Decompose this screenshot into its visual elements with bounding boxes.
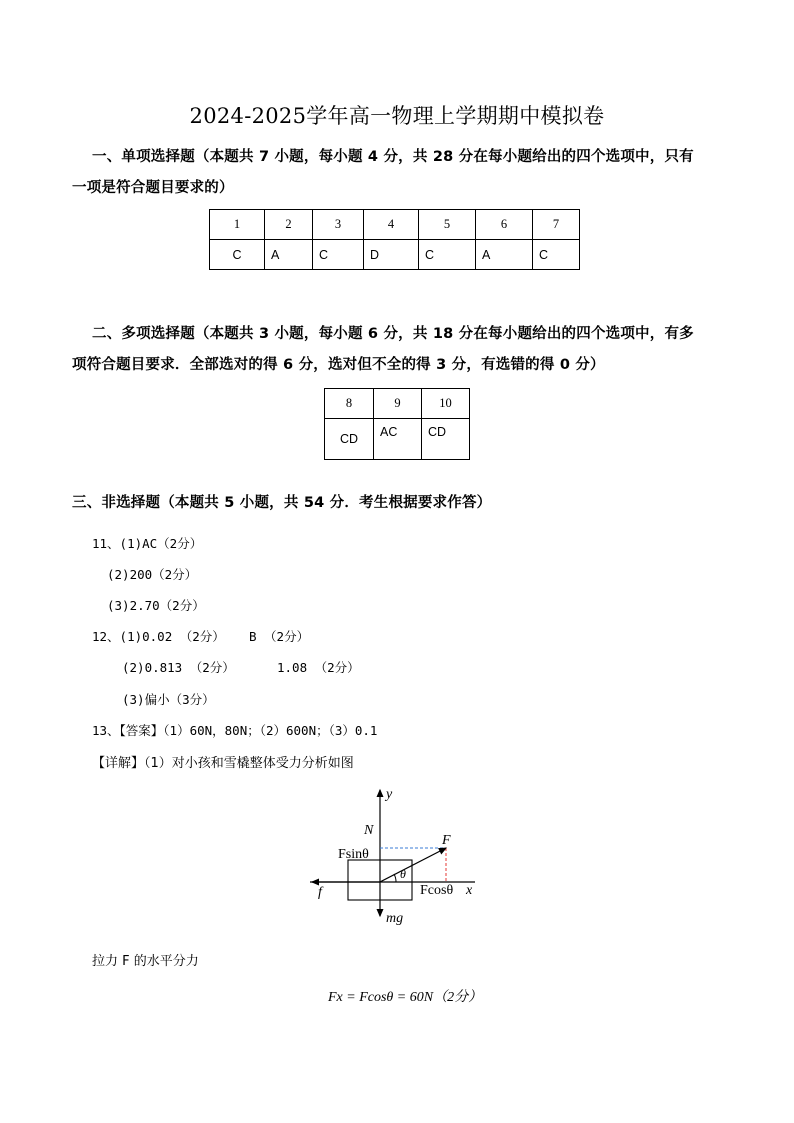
label-F: F (442, 833, 451, 848)
section3-heading: 三、非选择题（本题共 5 小题，共 54 分．考生根据要求作答） (72, 495, 492, 511)
label-Fcos: Fcosθ (420, 883, 454, 898)
q11-part1: 11、(1)AC（2分） (92, 536, 203, 551)
section2-answer-table (324, 388, 470, 460)
force-F-arrow (380, 848, 446, 882)
section1-heading-line2: 一项是符合题目要求的） (72, 180, 234, 196)
q11-part3: (3)2.70（2分） (107, 598, 205, 613)
answer-cell: CD (422, 419, 470, 460)
q12-part3: (3)偏小（3分） (122, 692, 215, 707)
answer-cell: A (476, 240, 533, 270)
q12-part1a: 12、(1)0.02 （2分） (92, 629, 225, 644)
q-number-cell: 3 (313, 210, 364, 240)
q13-answer: 13、【答案】（1）60N，80N；（2）600N；（3）0.1 (92, 723, 378, 738)
answer-cell: D (364, 240, 419, 270)
q-number-cell: 9 (374, 389, 422, 419)
section1-heading-line1: 一、单项选择题（本题共 7 小题，每小题 4 分，共 28 分在每小题给出的四个选项中，只有 (92, 149, 694, 165)
q12-part1b: B （2分） (249, 629, 310, 644)
q-number-cell: 2 (265, 210, 313, 240)
force-diagram (300, 780, 490, 930)
theta-arc (394, 874, 396, 882)
q-number-cell: 7 (533, 210, 580, 240)
q-number-cell: 10 (422, 389, 470, 419)
answer-cell: C (533, 240, 580, 270)
label-x: x (466, 883, 473, 898)
section2-heading-line2: 项符合题目要求．全部选对的得 6 分，选对但不全的得 3 分，有选错的得 0 分） (72, 357, 605, 373)
answer-cell: A (265, 240, 313, 270)
label-f: f (318, 885, 322, 900)
label-Fsin: Fsinθ (338, 847, 369, 862)
q12-part2b: 1.08 （2分） (277, 660, 360, 675)
answer-cell: C (210, 240, 265, 270)
label-N: N (364, 823, 374, 838)
formula-fx: Fx = Fcosθ = 60N（2分） (328, 990, 483, 1005)
q-number-cell: 1 (210, 210, 265, 240)
answer-cell: C (313, 240, 364, 270)
q-number-cell: 5 (419, 210, 476, 240)
answer-cell: AC (374, 419, 422, 460)
q-number-cell: 6 (476, 210, 533, 240)
horizontal-component-text: 拉力 F 的水平分力 (92, 954, 199, 969)
q13-detail: 【详解】（1）对小孩和雪橇整体受力分析如图 (92, 756, 354, 771)
label-y: y (386, 787, 393, 802)
q11-part2: (2)200（2分） (107, 567, 198, 582)
answer-cell: C (419, 240, 476, 270)
answer-cell: CD (325, 419, 374, 460)
label-mg: mg (386, 911, 404, 926)
q-number-cell: 4 (364, 210, 419, 240)
section2-heading-line1: 二、多项选择题（本题共 3 小题，每小题 6 分，共 18 分在每小题给出的四个选项中，有多 (92, 326, 694, 342)
q-number-cell: 8 (325, 389, 374, 419)
label-theta: θ (400, 867, 406, 881)
page-title: 2024-2025学年高一物理上学期期中模拟卷 (189, 104, 605, 128)
section1-answer-table (209, 209, 580, 270)
q12-part2a: (2)0.813 （2分） (122, 660, 235, 675)
